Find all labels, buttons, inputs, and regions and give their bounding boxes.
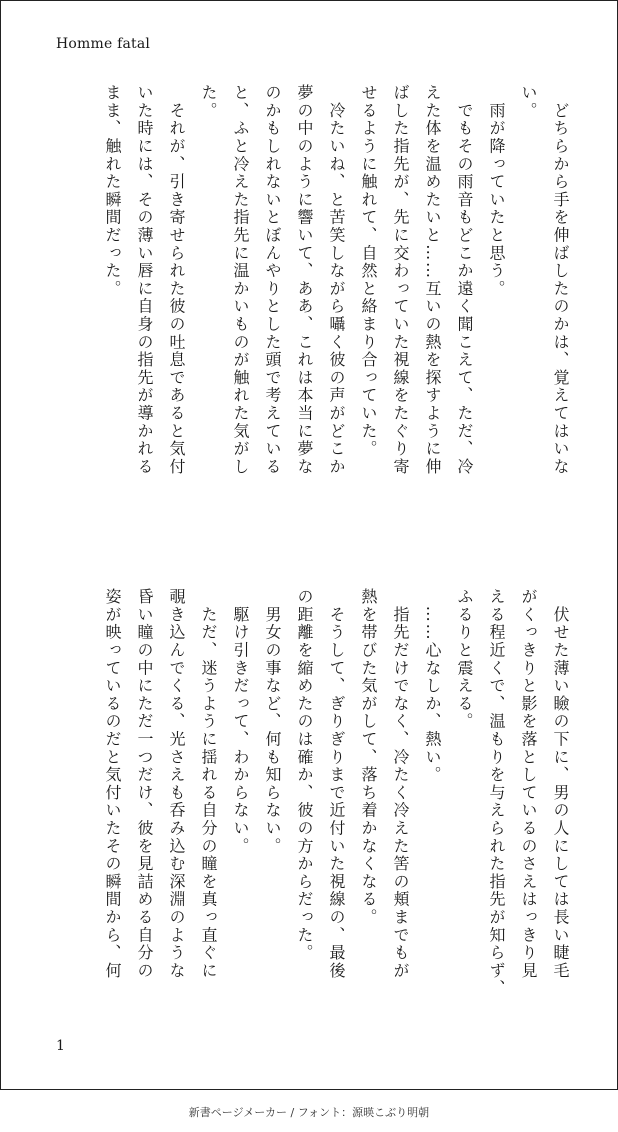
text-block-upper [40, 84, 576, 522]
text-block-lower [40, 588, 576, 1012]
text-line: 熱を帯びた気がして、落ち着かなくなる。 [359, 588, 378, 927]
text-line: いた時には、その薄い唇に自身の指先が導かれる [135, 84, 154, 476]
text-line: せるように触れて、自然と絡まり合っていた。 [359, 84, 378, 458]
text-line: の距離を縮めたのは確か、彼の方からだった。 [295, 588, 314, 962]
text-line: 夢の中のように響いて、ああ、これは本当に夢な [295, 84, 314, 476]
page-title: Homme fatal [56, 36, 151, 52]
text-line: ふるりと震える。 [455, 588, 474, 731]
text-line: 男女の事など、何も知らない。 [263, 588, 282, 855]
text-line: 伏せた薄い瞼の下に、男の人にしては長い睫毛 [551, 588, 570, 980]
text-line: どちらから手を伸ばしたのかは、覚えてはいな [551, 84, 570, 476]
text-line: 駆け引きだって、わからない。 [231, 588, 250, 855]
text-line: た。 [199, 84, 218, 120]
page-number: 1 [56, 1038, 65, 1054]
text-line: 覗き込んでくる、光さえも呑み込む深淵のような [167, 588, 186, 980]
text-line: ただ、迷うように揺れる自分の瞳を真っ直ぐに [199, 588, 218, 980]
text-line: 冷たいね、と苦笑しながら囁く彼の声がどこか [327, 84, 346, 476]
text-line: それが、引き寄せられた彼の吐息であると気付 [167, 84, 186, 476]
text-line: えた体を温めたいと……互いの熱を探すように伸 [423, 84, 442, 476]
text-line: と、ふと冷えた指先に温かいものが触れた気がし [231, 84, 250, 476]
text-line: 昏い瞳の中にただ一つだけ、彼を見詰める自分の [135, 588, 154, 980]
text-line: 雨が降っていたと思う。 [487, 84, 506, 298]
text-line: 指先だけでなく、冷たく冷えた筈の頬までもが [391, 588, 410, 980]
text-line: ……心なしか、熱い。 [423, 588, 442, 784]
text-line: 姿が映っているのだと気付いたその瞬間から、何 [103, 588, 122, 980]
text-line: える程近くで、温もりを与えられた指先が知らず、 [487, 588, 506, 998]
text-line: い。 [519, 84, 538, 120]
text-line: まま、触れた瞬間だった。 [103, 84, 122, 298]
text-line: がくっきりと影を落としているのさえはっきり見 [519, 588, 538, 980]
text-line: のかもしれないとぼんやりとした頭で考えている [263, 84, 282, 476]
footer-credit: 新書ページメーカー / フォント：源暎こぶり明朝 [188, 1106, 430, 1119]
text-line: ばした指先が、先に交わっていた視線をたぐり寄 [391, 84, 410, 476]
text-line: でもその雨音もどこか遠く聞こえて、ただ、冷 [455, 84, 474, 476]
text-line: そうして、ぎりぎりまで近付いた視線の、最後 [327, 588, 346, 980]
